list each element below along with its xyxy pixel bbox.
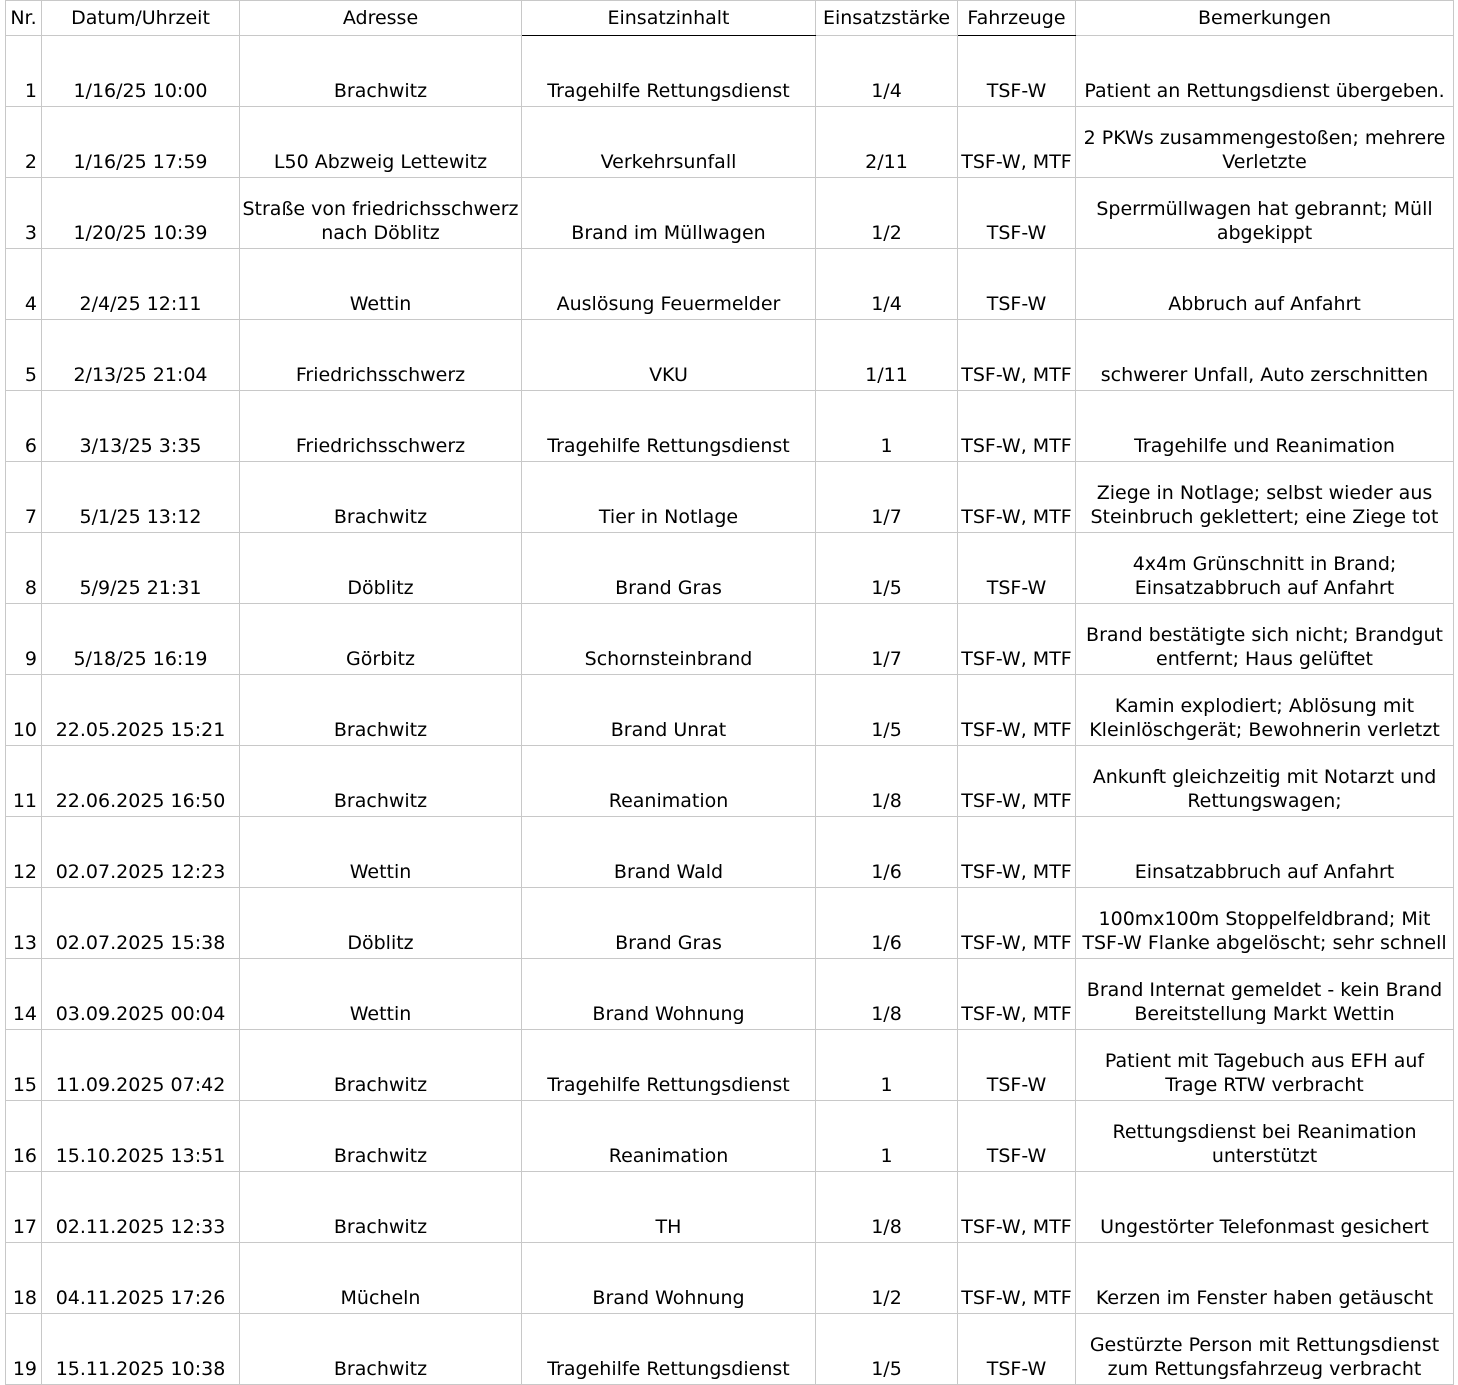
table-row xyxy=(6,1101,1454,1172)
table-row xyxy=(6,1030,1454,1101)
cell-datum: 02.11.2025 12:33 xyxy=(42,1172,240,1243)
cell-nr: 7 xyxy=(6,462,42,533)
cell-einsatzstaerke: 1/6 xyxy=(816,817,958,888)
cell-nr: 1 xyxy=(6,36,42,107)
cell-datum: 04.11.2025 17:26 xyxy=(42,1243,240,1314)
table-row xyxy=(6,320,1454,391)
cell-fahrzeuge: TSF-W, MTF xyxy=(958,107,1076,178)
cell-bemerkungen: Tragehilfe und Reanimation xyxy=(1076,391,1454,462)
cell-einsatzstaerke: 1/5 xyxy=(816,675,958,746)
cell-einsatzinhalt: Brand Gras xyxy=(522,888,816,959)
cell-einsatzstaerke: 1 xyxy=(816,1101,958,1172)
table-row xyxy=(6,391,1454,462)
cell-datum: 02.07.2025 12:23 xyxy=(42,817,240,888)
cell-datum: 5/18/25 16:19 xyxy=(42,604,240,675)
cell-fahrzeuge: TSF-W, MTF xyxy=(958,959,1076,1030)
cell-datum: 03.09.2025 00:04 xyxy=(42,959,240,1030)
cell-einsatzinhalt: Tier in Notlage xyxy=(522,462,816,533)
cell-datum: 5/9/25 21:31 xyxy=(42,533,240,604)
cell-nr: 14 xyxy=(6,959,42,1030)
cell-bemerkungen: Ziege in Notlage; selbst wieder aus Steinbruch geklettert; eine Ziege tot xyxy=(1076,462,1454,533)
cell-einsatzstaerke: 1/6 xyxy=(816,888,958,959)
cell-datum: 15.10.2025 13:51 xyxy=(42,1101,240,1172)
table-row xyxy=(6,888,1454,959)
cell-bemerkungen: Brand Internat gemeldet - kein Brand Bereitstellung Markt Wettin xyxy=(1076,959,1454,1030)
cell-einsatzstaerke: 1/11 xyxy=(816,320,958,391)
cell-fahrzeuge: TSF-W, MTF xyxy=(958,391,1076,462)
cell-bemerkungen: Brand bestätigte sich nicht; Brandgut entfernt; Haus gelüftet xyxy=(1076,604,1454,675)
cell-adresse: L50 Abzweig Lettewitz xyxy=(240,107,522,178)
table-row xyxy=(6,533,1454,604)
cell-einsatzinhalt: TH xyxy=(522,1172,816,1243)
table-row xyxy=(6,1314,1454,1385)
cell-einsatzinhalt: Verkehrsunfall xyxy=(522,107,816,178)
cell-einsatzstaerke: 1/4 xyxy=(816,36,958,107)
cell-nr: 15 xyxy=(6,1030,42,1101)
cell-fahrzeuge: TSF-W xyxy=(958,1030,1076,1101)
cell-einsatzinhalt: Reanimation xyxy=(522,1101,816,1172)
cell-einsatzinhalt: Tragehilfe Rettungsdienst xyxy=(522,1030,816,1101)
cell-fahrzeuge: TSF-W, MTF xyxy=(958,320,1076,391)
cell-bemerkungen: Rettungsdienst bei Reanimation unterstützt xyxy=(1076,1101,1454,1172)
cell-einsatzstaerke: 1/5 xyxy=(816,1314,958,1385)
cell-einsatzinhalt: Brand Unrat xyxy=(522,675,816,746)
table-row xyxy=(6,817,1454,888)
table-row xyxy=(6,746,1454,817)
header-bemerkungen: Bemerkungen xyxy=(1076,1,1454,36)
table-row xyxy=(6,107,1454,178)
cell-fahrzeuge: TSF-W, MTF xyxy=(958,746,1076,817)
cell-adresse: Wettin xyxy=(240,817,522,888)
cell-einsatzstaerke: 1/7 xyxy=(816,462,958,533)
cell-einsatzinhalt: Brand Wohnung xyxy=(522,1243,816,1314)
cell-datum: 2/4/25 12:11 xyxy=(42,249,240,320)
table-row xyxy=(6,36,1454,107)
header-einsatzstaerke: Einsatzstärke xyxy=(816,1,958,36)
cell-fahrzeuge: TSF-W xyxy=(958,533,1076,604)
table-row xyxy=(6,1243,1454,1314)
cell-einsatzinhalt: Tragehilfe Rettungsdienst xyxy=(522,36,816,107)
cell-nr: 19 xyxy=(6,1314,42,1385)
cell-bemerkungen: Ungestörter Telefonmast gesichert xyxy=(1076,1172,1454,1243)
cell-adresse: Wettin xyxy=(240,249,522,320)
cell-einsatzinhalt: Brand Wald xyxy=(522,817,816,888)
cell-fahrzeuge: TSF-W, MTF xyxy=(958,1172,1076,1243)
cell-fahrzeuge: TSF-W xyxy=(958,1314,1076,1385)
cell-fahrzeuge: TSF-W, MTF xyxy=(958,675,1076,746)
cell-einsatzinhalt: Brand Gras xyxy=(522,533,816,604)
cell-datum: 1/20/25 10:39 xyxy=(42,178,240,249)
cell-datum: 15.11.2025 10:38 xyxy=(42,1314,240,1385)
cell-einsatzstaerke: 1/7 xyxy=(816,604,958,675)
cell-adresse: Brachwitz xyxy=(240,462,522,533)
cell-nr: 17 xyxy=(6,1172,42,1243)
cell-einsatzinhalt: Schornsteinbrand xyxy=(522,604,816,675)
cell-nr: 8 xyxy=(6,533,42,604)
table-row xyxy=(6,178,1454,249)
cell-nr: 2 xyxy=(6,107,42,178)
cell-fahrzeuge: TSF-W xyxy=(958,36,1076,107)
table-row xyxy=(6,604,1454,675)
cell-einsatzinhalt: Reanimation xyxy=(522,746,816,817)
cell-bemerkungen: Kerzen im Fenster haben getäuscht xyxy=(1076,1243,1454,1314)
cell-adresse: Brachwitz xyxy=(240,1101,522,1172)
table-row xyxy=(6,249,1454,320)
cell-nr: 13 xyxy=(6,888,42,959)
einsatz-table xyxy=(5,0,1454,1385)
cell-nr: 16 xyxy=(6,1101,42,1172)
cell-adresse: Görbitz xyxy=(240,604,522,675)
cell-einsatzstaerke: 1/2 xyxy=(816,178,958,249)
cell-bemerkungen: Einsatzabbruch auf Anfahrt xyxy=(1076,817,1454,888)
cell-einsatzinhalt: Tragehilfe Rettungsdienst xyxy=(522,391,816,462)
cell-fahrzeuge: TSF-W xyxy=(958,1101,1076,1172)
header-fahrzeuge: Fahrzeuge xyxy=(958,1,1076,36)
cell-adresse: Straße von friedrichsschwerz nach Döblitz xyxy=(240,178,522,249)
cell-adresse: Brachwitz xyxy=(240,1172,522,1243)
cell-nr: 18 xyxy=(6,1243,42,1314)
cell-einsatzinhalt: Brand Wohnung xyxy=(522,959,816,1030)
cell-adresse: Brachwitz xyxy=(240,36,522,107)
cell-bemerkungen: 4x4m Grünschnitt in Brand; Einsatzabbruch auf Anfahrt xyxy=(1076,533,1454,604)
cell-nr: 9 xyxy=(6,604,42,675)
cell-nr: 3 xyxy=(6,178,42,249)
cell-einsatzinhalt: Tragehilfe Rettungsdienst xyxy=(522,1314,816,1385)
cell-bemerkungen: Abbruch auf Anfahrt xyxy=(1076,249,1454,320)
cell-bemerkungen: 100mx100m Stoppelfeldbrand; Mit TSF-W Flanke abgelöscht; sehr schnell xyxy=(1076,888,1454,959)
cell-adresse: Mücheln xyxy=(240,1243,522,1314)
cell-adresse: Brachwitz xyxy=(240,1314,522,1385)
cell-einsatzstaerke: 1/2 xyxy=(816,1243,958,1314)
cell-adresse: Brachwitz xyxy=(240,746,522,817)
cell-nr: 6 xyxy=(6,391,42,462)
cell-bemerkungen: schwerer Unfall, Auto zerschnitten xyxy=(1076,320,1454,391)
cell-datum: 02.07.2025 15:38 xyxy=(42,888,240,959)
cell-datum: 1/16/25 10:00 xyxy=(42,36,240,107)
cell-einsatzstaerke: 1 xyxy=(816,391,958,462)
cell-datum: 2/13/25 21:04 xyxy=(42,320,240,391)
header-nr: Nr. xyxy=(6,1,42,36)
cell-datum: 1/16/25 17:59 xyxy=(42,107,240,178)
table-row xyxy=(6,462,1454,533)
cell-bemerkungen: Ankunft gleichzeitig mit Notarzt und Rettungswagen; xyxy=(1076,746,1454,817)
cell-adresse: Brachwitz xyxy=(240,1030,522,1101)
cell-adresse: Friedrichsschwerz xyxy=(240,320,522,391)
cell-einsatzstaerke: 1/8 xyxy=(816,959,958,1030)
cell-datum: 5/1/25 13:12 xyxy=(42,462,240,533)
cell-fahrzeuge: TSF-W, MTF xyxy=(958,1243,1076,1314)
cell-fahrzeuge: TSF-W, MTF xyxy=(958,817,1076,888)
cell-datum: 22.06.2025 16:50 xyxy=(42,746,240,817)
cell-nr: 5 xyxy=(6,320,42,391)
cell-bemerkungen: Patient an Rettungsdienst übergeben. xyxy=(1076,36,1454,107)
cell-fahrzeuge: TSF-W xyxy=(958,178,1076,249)
cell-datum: 11.09.2025 07:42 xyxy=(42,1030,240,1101)
cell-datum: 3/13/25 3:35 xyxy=(42,391,240,462)
cell-bemerkungen: Patient mit Tagebuch aus EFH auf Trage RTW verbracht xyxy=(1076,1030,1454,1101)
cell-adresse: Friedrichsschwerz xyxy=(240,391,522,462)
cell-fahrzeuge: TSF-W, MTF xyxy=(958,888,1076,959)
cell-fahrzeuge: TSF-W xyxy=(958,249,1076,320)
cell-bemerkungen: 2 PKWs zusammengestoßen; mehrere Verletzte xyxy=(1076,107,1454,178)
cell-einsatzstaerke: 2/11 xyxy=(816,107,958,178)
header-adresse: Adresse xyxy=(240,1,522,36)
table-row xyxy=(6,675,1454,746)
cell-einsatzstaerke: 1/8 xyxy=(816,1172,958,1243)
header-einsatzinhalt: Einsatzinhalt xyxy=(522,1,816,36)
cell-nr: 12 xyxy=(6,817,42,888)
cell-bemerkungen: Kamin explodiert; Ablösung mit Kleinlöschgerät; Bewohnerin verletzt xyxy=(1076,675,1454,746)
cell-nr: 10 xyxy=(6,675,42,746)
cell-adresse: Döblitz xyxy=(240,533,522,604)
cell-fahrzeuge: TSF-W, MTF xyxy=(958,462,1076,533)
cell-nr: 11 xyxy=(6,746,42,817)
cell-adresse: Wettin xyxy=(240,959,522,1030)
cell-adresse: Brachwitz xyxy=(240,675,522,746)
table-row xyxy=(6,1172,1454,1243)
cell-einsatzstaerke: 1/8 xyxy=(816,746,958,817)
cell-adresse: Döblitz xyxy=(240,888,522,959)
header-datum: Datum/Uhrzeit xyxy=(42,1,240,36)
cell-einsatzinhalt: Auslösung Feuermelder xyxy=(522,249,816,320)
cell-einsatzinhalt: VKU xyxy=(522,320,816,391)
cell-fahrzeuge: TSF-W, MTF xyxy=(958,604,1076,675)
cell-einsatzstaerke: 1/5 xyxy=(816,533,958,604)
cell-bemerkungen: Sperrmüllwagen hat gebrannt; Müll abgekippt xyxy=(1076,178,1454,249)
cell-nr: 4 xyxy=(6,249,42,320)
cell-einsatzstaerke: 1/4 xyxy=(816,249,958,320)
cell-datum: 22.05.2025 15:21 xyxy=(42,675,240,746)
cell-einsatzinhalt: Brand im Müllwagen xyxy=(522,178,816,249)
header-row xyxy=(6,1,1454,36)
cell-bemerkungen: Gestürzte Person mit Rettungsdienst zum Rettungsfahrzeug verbracht xyxy=(1076,1314,1454,1385)
cell-einsatzstaerke: 1 xyxy=(816,1030,958,1101)
table-row xyxy=(6,959,1454,1030)
